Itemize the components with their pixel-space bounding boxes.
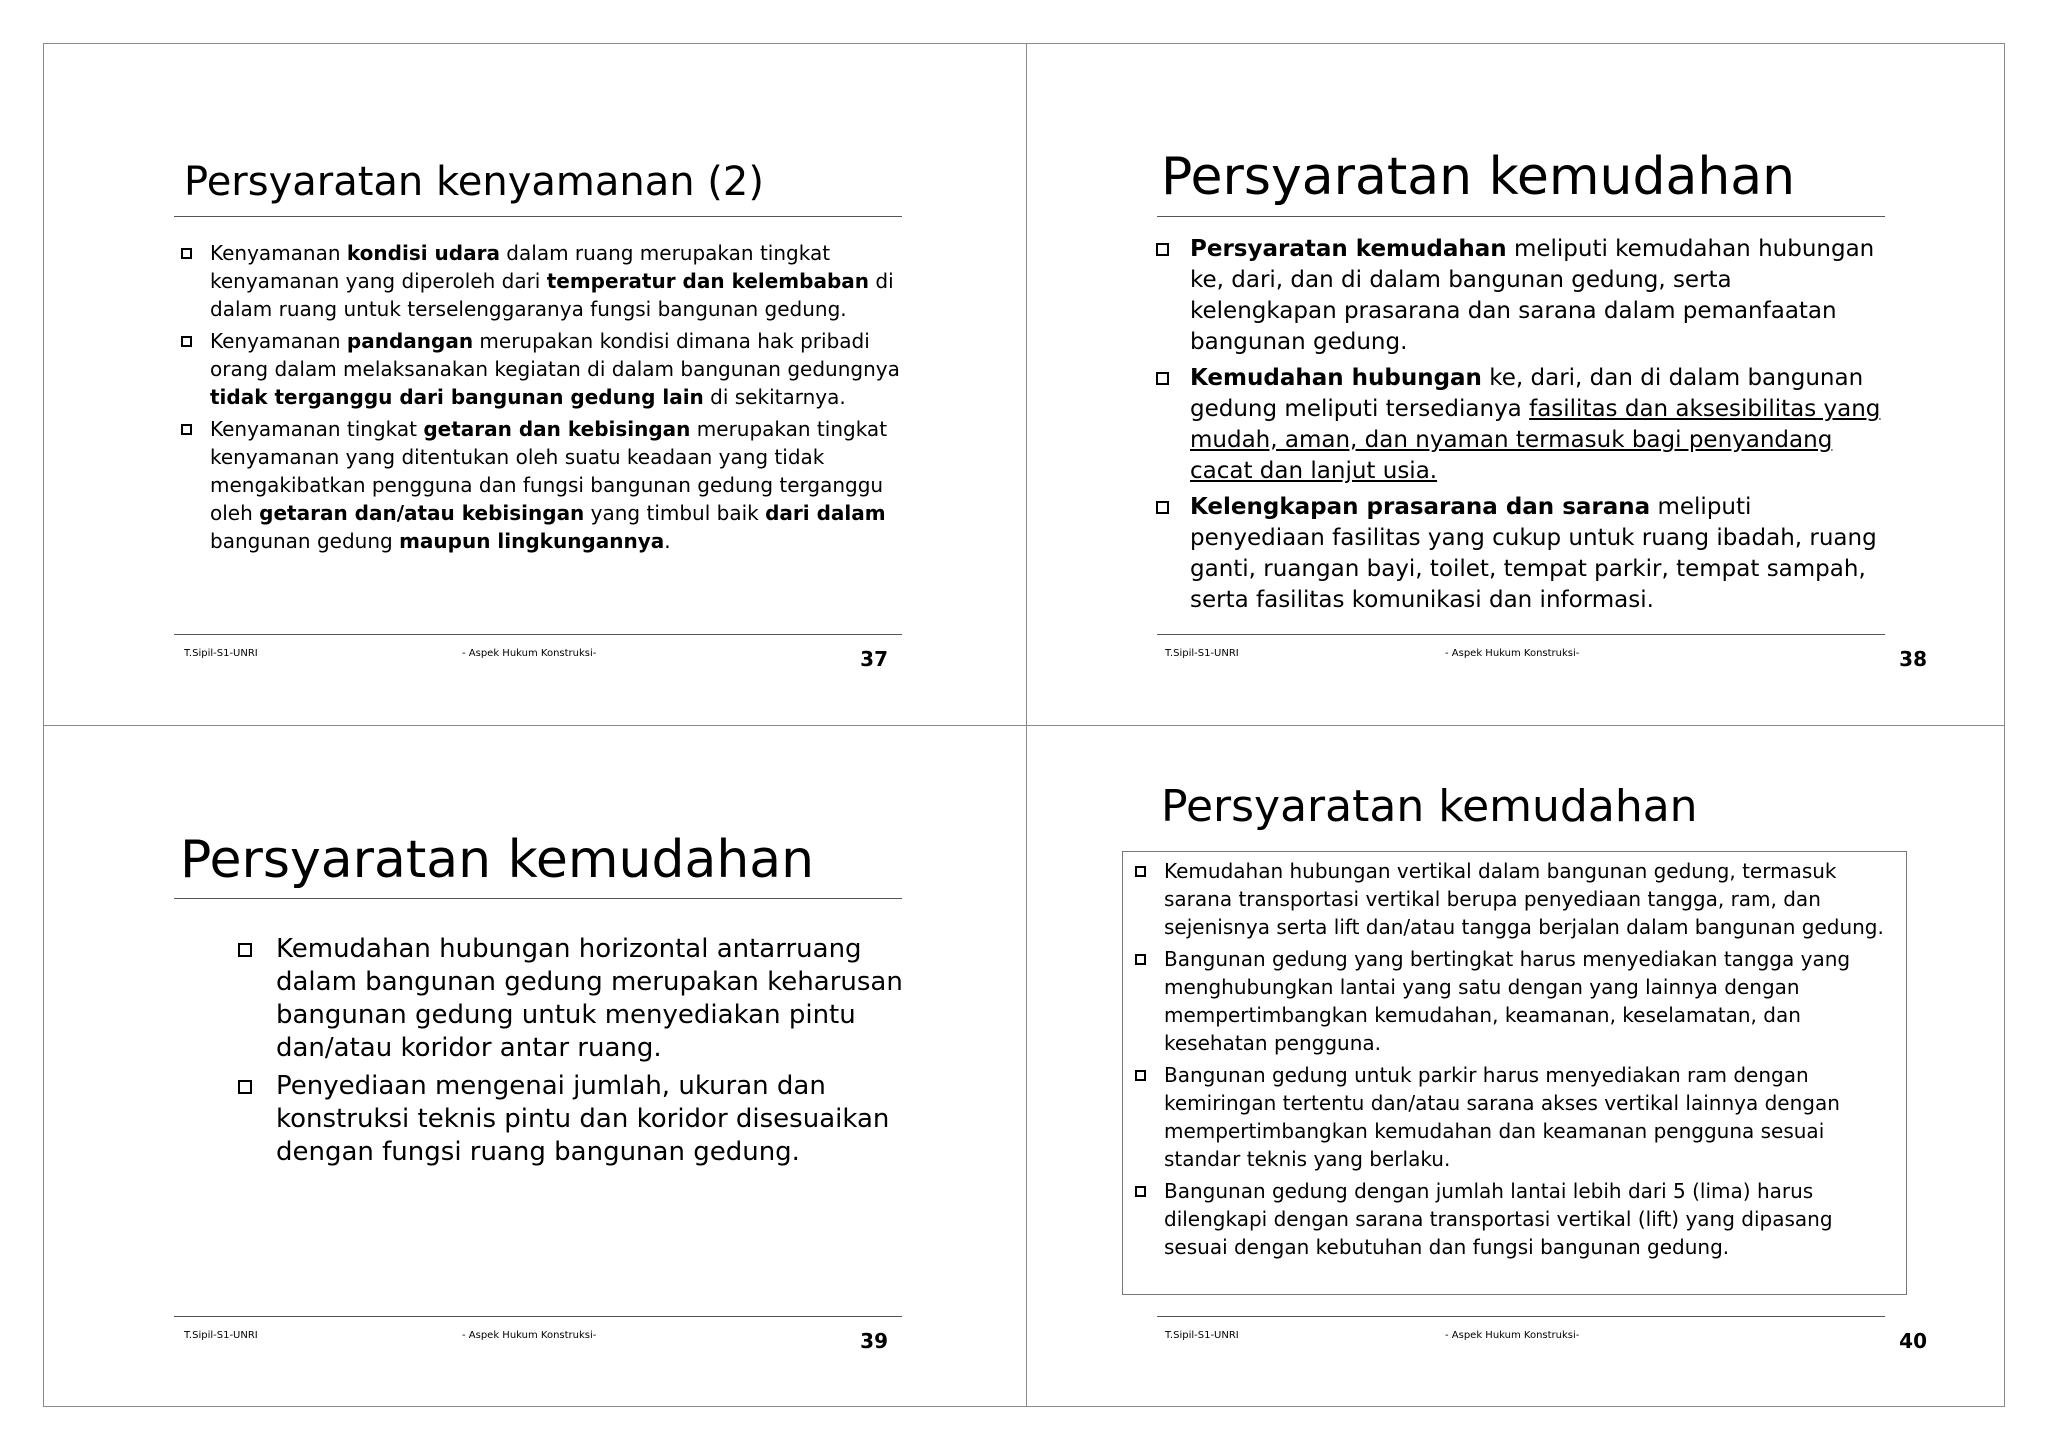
square-bullet-icon <box>181 336 192 347</box>
title-rule <box>174 898 902 899</box>
bullet-item <box>1133 945 1893 1057</box>
bold-text: getaran dan kebisingan <box>423 417 691 441</box>
text: Bangunan gedung yang bertingkat harus menyediakan tangga yang menghubungkan lantai yang satu dengan yang lainnya dengan mempertimbangkan kemudahan, keamanan, keselamatan, dan kesehatan pengguna. <box>1164 947 1851 1055</box>
square-bullet-icon <box>181 424 192 435</box>
bold-text: kondisi udara <box>346 241 500 265</box>
slide-39 <box>44 726 1024 1406</box>
slide-title: Persyaratan kemudahan <box>1161 781 1698 832</box>
text: Kemudahan hubungan vertikal dalam bangunan gedung, termasuk sarana transportasi vertikal berupa penyediaan tangga, ram, dan sejenisnya serta lift dan/atau tangga berjalan dalam bangunan gedung. <box>1164 859 1884 939</box>
footer-center: - Aspek Hukum Konstruksi- <box>462 1330 597 1341</box>
footer-rule <box>174 1316 902 1317</box>
slide-37 <box>44 44 1024 724</box>
text: bangunan gedung <box>210 529 400 553</box>
bold-text: temperatur dan kelembaban <box>546 269 870 293</box>
bullet-item <box>1154 363 1884 487</box>
slide-title: Persyaratan kemudahan <box>1161 147 1796 207</box>
bullet-list <box>236 933 916 1174</box>
text: . <box>664 529 671 553</box>
text: Kenyamanan <box>210 329 347 353</box>
slide-title: Persyaratan kemudahan <box>180 830 815 890</box>
bold-text: maupun lingkungannya <box>399 529 665 553</box>
square-bullet-icon <box>1135 954 1146 965</box>
square-bullet-icon <box>1156 372 1169 385</box>
bullet-item <box>179 239 919 323</box>
footer-left: T.Sipil-S1-UNRI <box>1165 1330 1239 1341</box>
text: Kemudahan hubungan horizontal antarruang dalam bangunan gedung merupakan keharusan bangunan gedung untuk menyediakan pintu dan/atau koridor antar ruang. <box>276 934 903 1063</box>
slide-38 <box>1027 44 2007 724</box>
square-bullet-icon <box>181 248 192 259</box>
footer-rule <box>1157 634 1885 635</box>
bold-text: pandangan <box>346 329 474 353</box>
bold-text: getaran dan/atau kebisingan <box>259 501 585 525</box>
square-bullet-icon <box>1135 1186 1146 1197</box>
text: Bangunan gedung dengan jumlah lantai lebih dari 5 (lima) harus dilengkapi dengan sarana transportasi vertikal (lift) yang dipasang sesuai dengan kebutuhan dan fungsi bangunan gedung. <box>1164 1179 1833 1259</box>
text: ke, dari, dan di dalam bangunan gedung meliputi tersedianya <box>1190 365 1864 422</box>
title-rule <box>174 216 902 217</box>
bold-text: Kelengkapan prasarana dan sarana <box>1190 494 1651 520</box>
bold-text: Kemudahan hubungan <box>1190 365 1482 391</box>
square-bullet-icon <box>238 943 252 957</box>
bullet-item <box>236 933 916 1065</box>
square-bullet-icon <box>1156 501 1169 514</box>
text: Penyediaan mengenai jumlah, ukuran dan konstruksi teknis pintu dan koridor disesuaikan dengan fungsi ruang bangunan gedung. <box>276 1071 890 1167</box>
footer-rule <box>174 634 902 635</box>
page-number: 39 <box>860 1329 888 1353</box>
square-bullet-icon <box>238 1080 252 1094</box>
text: dalam ruang merupakan tingkat kenyamanan yang diperoleh dari <box>210 241 831 293</box>
bullet-item <box>1154 492 1884 616</box>
bullet-item <box>236 1070 916 1169</box>
bullet-item <box>179 327 919 411</box>
text: Kenyamanan <box>210 241 347 265</box>
footer-center: - Aspek Hukum Konstruksi- <box>462 648 597 659</box>
footer-left: T.Sipil-S1-UNRI <box>184 648 258 659</box>
square-bullet-icon <box>1135 866 1146 877</box>
bullet-item <box>1154 234 1884 358</box>
text: Kenyamanan tingkat <box>210 417 424 441</box>
bold-text: dari dalam <box>765 501 886 525</box>
bullet-item <box>1133 1061 1893 1173</box>
page-number: 37 <box>860 647 888 671</box>
underlined-text: fasilitas dan aksesibilitas yang mudah, aman, dan nyaman termasuk bagi penyandang cacat dan lanjut usia. <box>1190 396 1881 484</box>
bullet-list <box>1133 857 1893 1265</box>
text: di dalam ruang untuk terselenggaranya fungsi bangunan gedung. <box>210 269 894 321</box>
footer-left: T.Sipil-S1-UNRI <box>1165 648 1239 659</box>
slide-40 <box>1027 726 2007 1406</box>
text: merupakan kondisi dimana hak pribadi orang dalam melaksanakan kegiatan di dalam bangunan gedungnya <box>210 329 900 381</box>
square-bullet-icon <box>1156 243 1169 256</box>
bold-text: Persyaratan kemudahan <box>1190 236 1507 262</box>
bullet-list <box>179 239 919 559</box>
square-bullet-icon <box>1135 1070 1146 1081</box>
bullet-item <box>179 415 919 555</box>
text: meliputi kemudahan hubungan ke, dari, dan di dalam bangunan gedung, serta kelengkapan prasarana dan sarana dalam pemanfaatan bangunan gedung. <box>1190 236 1875 355</box>
text: yang timbul baik <box>584 501 766 525</box>
text: Bangunan gedung untuk parkir harus menyediakan ram dengan kemiringan tertentu dan/atau sarana akses vertikal lainnya dengan mempertimbangkan kemudahan dan keamanan pengguna sesuai standar teknis yang berlaku. <box>1164 1063 1840 1171</box>
page-number: 40 <box>1899 1329 1927 1353</box>
bullet-list <box>1154 234 1884 621</box>
text: meliputi penyediaan fasilitas yang cukup untuk ruang ibadah, ruang ganti, ruangan bayi, toilet, tempat parkir, tempat sampah, serta fasilitas komunikasi dan informasi. <box>1190 494 1877 613</box>
text: di sekitarnya. <box>703 385 846 409</box>
footer-center: - Aspek Hukum Konstruksi- <box>1445 1330 1580 1341</box>
title-rule <box>1157 216 1885 217</box>
bold-text: tidak terganggu dari bangunan gedung lain <box>210 385 704 409</box>
bullet-item <box>1133 857 1893 941</box>
slide-title: Persyaratan kenyamanan (2) <box>184 159 764 205</box>
footer-rule <box>1157 1316 1885 1317</box>
page-number: 38 <box>1899 647 1927 671</box>
text: merupakan tingkat kenyamanan yang ditentukan oleh suatu keadaan yang tidak mengakibatkan pengguna dan fungsi bangunan gedung terganggu oleh <box>210 417 888 525</box>
footer-center: - Aspek Hukum Konstruksi- <box>1445 648 1580 659</box>
bullet-item <box>1133 1177 1893 1261</box>
footer-left: T.Sipil-S1-UNRI <box>184 1330 258 1341</box>
